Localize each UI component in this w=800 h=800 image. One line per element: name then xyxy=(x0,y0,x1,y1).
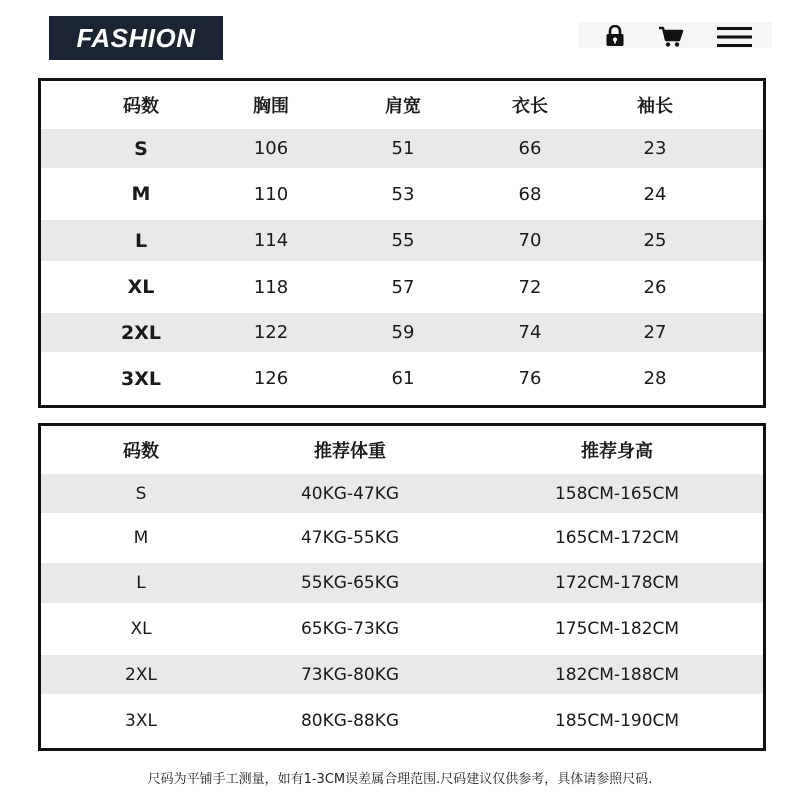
height-cell: 182CM-188CM xyxy=(554,664,680,685)
size-cell: L xyxy=(136,573,146,593)
chest-cell: 122 xyxy=(253,322,289,343)
length-cell: 66 xyxy=(518,138,542,159)
shoulder-cell: 55 xyxy=(391,230,415,251)
lock-icon[interactable] xyxy=(605,25,625,47)
length-cell: 74 xyxy=(518,322,542,343)
size-measurement-table xyxy=(38,78,766,408)
header-shoulder: 肩宽 xyxy=(385,96,421,117)
size-cell: 2XL xyxy=(121,321,161,344)
sleeve-cell: 24 xyxy=(643,183,667,205)
table-row xyxy=(41,313,763,352)
length-cell: 72 xyxy=(518,276,542,298)
sleeve-cell: 28 xyxy=(643,368,667,389)
size-cell: 2XL xyxy=(125,664,157,685)
height-cell: 165CM-172CM xyxy=(554,528,680,548)
size-cell: S xyxy=(135,483,147,504)
size-cell: M xyxy=(133,528,149,548)
menu-icon[interactable] xyxy=(717,26,752,48)
shoulder-cell: 57 xyxy=(391,276,415,298)
length-cell: 70 xyxy=(518,230,542,251)
sleeve-cell: 27 xyxy=(643,322,667,343)
table-row xyxy=(41,513,763,563)
table-header-row xyxy=(41,426,763,474)
weight-cell: 65KG-73KG xyxy=(300,619,400,639)
measurement-footnote: 尺码为平铺手工测量，如有1-3CM误差属合理范围.尺码建议仅供参考，具体请参照尺码. xyxy=(147,772,653,787)
height-cell: 175CM-182CM xyxy=(554,619,680,639)
header-chest: 胸围 xyxy=(253,96,289,117)
weight-cell: 80KG-88KG xyxy=(300,711,400,731)
table-row xyxy=(41,129,763,168)
table-row xyxy=(41,352,763,405)
brand-logo[interactable] xyxy=(49,16,223,60)
height-cell: 172CM-178CM xyxy=(554,573,680,593)
header-weight: 推荐体重 xyxy=(314,441,386,462)
header-sleeve: 袖长 xyxy=(637,96,673,117)
height-cell: 185CM-190CM xyxy=(554,711,680,731)
size-cell: L xyxy=(134,229,148,252)
chest-cell: 118 xyxy=(253,276,289,298)
shoulder-cell: 61 xyxy=(391,368,415,389)
size-recommendation-table xyxy=(38,423,766,751)
table-row xyxy=(41,694,763,748)
length-cell: 68 xyxy=(518,183,542,205)
shoulder-cell: 59 xyxy=(391,322,415,343)
weight-cell: 47KG-55KG xyxy=(300,528,400,548)
header-height: 推荐身高 xyxy=(581,441,653,462)
sleeve-cell: 25 xyxy=(643,230,667,251)
weight-cell: 73KG-80KG xyxy=(300,664,400,685)
table-row xyxy=(41,655,763,694)
size-cell: XL xyxy=(130,619,152,639)
sleeve-cell: 26 xyxy=(643,276,667,298)
table-row xyxy=(41,603,763,655)
chest-cell: 126 xyxy=(253,368,289,389)
height-cell: 158CM-165CM xyxy=(554,483,680,504)
cart-icon[interactable] xyxy=(658,26,684,48)
size-cell: 3XL xyxy=(125,711,157,731)
size-cell: S xyxy=(134,137,148,160)
shoulder-cell: 51 xyxy=(391,138,415,159)
size-cell: M xyxy=(131,183,151,205)
size-cell: XL xyxy=(127,276,155,298)
chest-cell: 106 xyxy=(253,138,289,159)
table-header-row xyxy=(41,81,763,129)
chest-cell: 110 xyxy=(253,183,289,205)
table-row xyxy=(41,220,763,261)
table-row xyxy=(41,563,763,603)
header-size: 码数 xyxy=(123,441,159,462)
size-cell: 3XL xyxy=(121,367,161,390)
sleeve-cell: 23 xyxy=(643,138,667,159)
table-row xyxy=(41,261,763,313)
table-row xyxy=(41,168,763,220)
shoulder-cell: 53 xyxy=(391,183,415,205)
table-row xyxy=(41,474,763,513)
weight-cell: 40KG-47KG xyxy=(300,483,400,504)
weight-cell: 55KG-65KG xyxy=(300,573,400,593)
chest-cell: 114 xyxy=(253,230,289,251)
logo-text: FASHION xyxy=(76,22,196,53)
length-cell: 76 xyxy=(518,368,542,389)
header-size: 码数 xyxy=(123,96,159,117)
header-length: 衣长 xyxy=(512,96,548,117)
